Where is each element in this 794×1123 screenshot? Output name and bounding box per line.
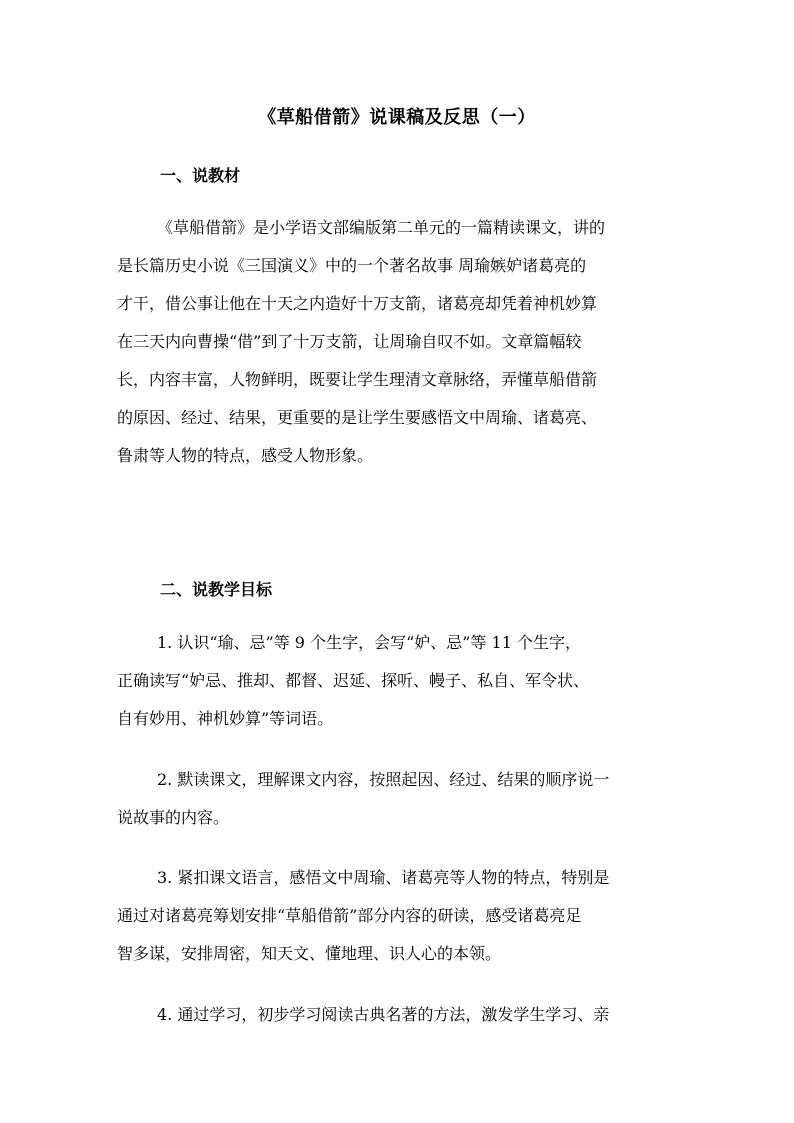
- paragraph-line: 鲁肃等人物的特点，感受人物形象。: [117, 446, 374, 465]
- paragraph-textbook: [117, 209, 679, 475]
- objective-item-3: [117, 859, 679, 973]
- paragraph-line: 说故事的内容。: [117, 808, 230, 827]
- paragraph-line: 2. 默读课文，理解课文内容，按照起因、经过、结果的顺序说一: [157, 770, 610, 789]
- paragraph-line: 通过对诸葛亮筹划安排“草船借箭”部分内容的研读，感受诸葛亮足: [117, 906, 582, 925]
- paragraph-line: 在三天内向曹操“借”到了十万支箭，让周瑜自叹不如。文章篇幅较: [117, 332, 582, 351]
- paragraph-line: 智多谋，安排周密，知天文、懂地理、识人心的本领。: [117, 944, 502, 963]
- paragraph-line: 的原因、经过、结果，更重要的是让学生要感悟文中周瑜、诸葛亮、: [117, 408, 598, 427]
- paragraph-line: 1. 认识“瑜、忌”等 9 个生字，会写“妒、忌”等 11 个生字，: [157, 633, 581, 652]
- objective-item-2: [117, 761, 679, 837]
- document-title: 《草船借箭》说课稿及反思（一）: [258, 107, 536, 128]
- paragraph-line: 自有妙用、神机妙算”等词语。: [117, 709, 334, 728]
- objective-item-1: [117, 624, 679, 738]
- paragraph-line: 长，内容丰富，人物鲜明，既要让学生理清文章脉络，弄懂草船借箭: [117, 370, 598, 389]
- paragraph-line: 3. 紧扣课文语言，感悟文中周瑜、诸葛亮等人物的特点，特别是: [157, 868, 610, 887]
- section-heading-objectives: 二、说教学目标: [160, 580, 273, 599]
- paragraph-line: 《草船借箭》是小学语文部编版第二单元的一篇精读课文，讲的: [157, 218, 606, 237]
- paragraph-line: 是长篇历史小说《三国演义》中的一个著名故事 周瑜嫉妒诸葛亮的: [117, 256, 587, 275]
- paragraph-line: 正确读写“妒忌、推却、都督、迟延、探听、幔子、私自、军令状、: [117, 671, 590, 690]
- objective-item-4: [117, 996, 679, 1034]
- paragraph-line: 才干，借公事让他在十天之内造好十万支箭，诸葛亮却凭着神机妙算: [117, 294, 598, 313]
- paragraph-line: 4. 通过学习，初步学习阅读古典名著的方法，激发学生学习、亲: [157, 1005, 610, 1024]
- section-heading-textbook: 一、说教材: [160, 166, 241, 185]
